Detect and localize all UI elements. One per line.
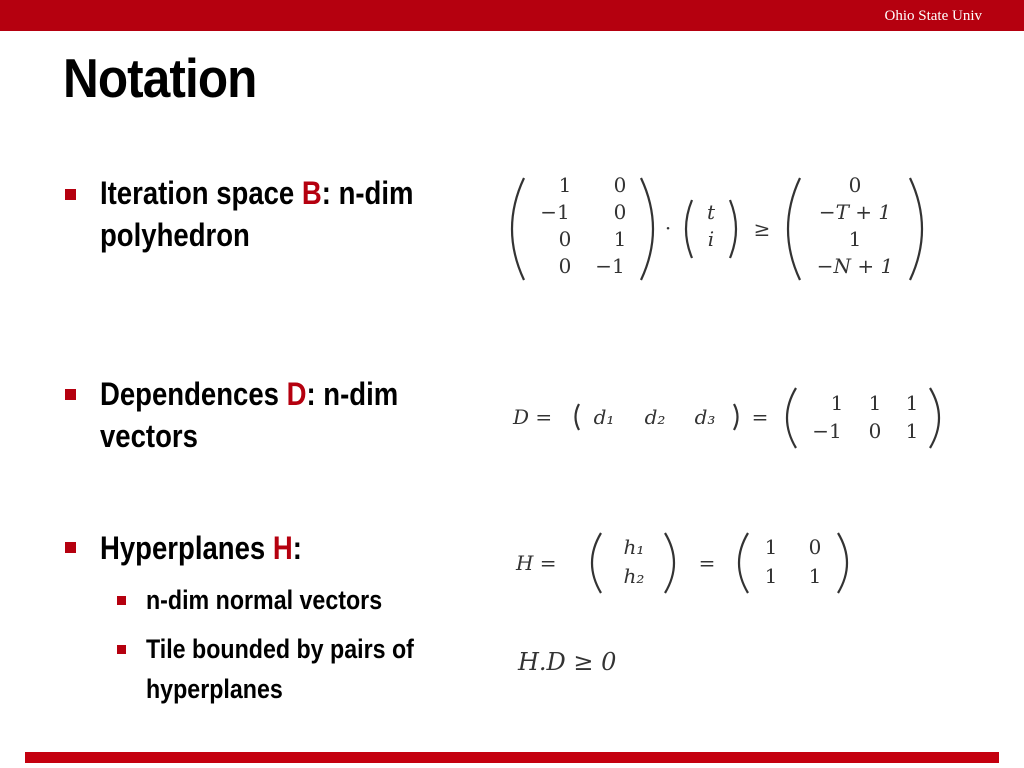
sub-bullet-line2: hyperplanes [146, 674, 283, 704]
right-paren [730, 200, 736, 258]
dot-operator: · [664, 216, 672, 240]
left-paren [686, 200, 692, 258]
rhs-cell: 1 [848, 227, 862, 251]
matrix-cell: −1 [540, 200, 570, 224]
bullet-line2: vectors [100, 418, 198, 454]
row-cell: d₁ [593, 405, 615, 429]
bullet-rest: : [292, 530, 302, 566]
matrix-cell: 1 [868, 391, 882, 415]
bullet-lead: Dependences [100, 376, 287, 412]
matrix-cell: 0 [613, 173, 627, 197]
bullet-symbol: D [286, 376, 307, 412]
right-paren [734, 404, 738, 430]
matrix-cell: 1 [558, 173, 572, 197]
dependences-equation [512, 388, 939, 448]
bullet-symbol: B [301, 175, 322, 211]
matrix-cell: 1 [613, 227, 627, 251]
equation-lhs: D = [513, 405, 553, 429]
matrix-cell: 1 [905, 391, 919, 415]
rhs-cell: −N + 1 [816, 254, 894, 278]
hyperplane-condition: H.D ≥ 0 [518, 648, 617, 676]
matrix-cell: 1 [764, 564, 778, 588]
right-paren [930, 388, 939, 448]
matrix-cell: 1 [830, 391, 844, 415]
left-paren [592, 533, 601, 593]
matrix-cell: 0 [558, 254, 572, 278]
matrix-cell: 0 [808, 535, 822, 559]
organization-label: Ohio State Univ [884, 8, 982, 24]
left-paren [787, 388, 796, 448]
vector-cell: i [707, 227, 715, 251]
matrix-cell: 1 [905, 419, 919, 443]
hyperplanes-equation [515, 533, 847, 593]
left-paren [576, 404, 580, 430]
bullet-rest: : n-dim [306, 376, 399, 412]
matrix-cell: 1 [808, 564, 822, 588]
equation-lhs: H = [516, 551, 557, 575]
bullet-rest: : n-dim [321, 175, 414, 211]
rhs-cell: 0 [848, 173, 862, 197]
vector-cell: h₂ [623, 564, 645, 588]
row-cell: d₂ [644, 405, 666, 429]
matrix-cell: 0 [868, 419, 882, 443]
matrix-cell: 0 [613, 200, 627, 224]
right-paren [665, 533, 674, 593]
right-paren [641, 178, 653, 280]
bullet-symbol: H [272, 530, 293, 566]
right-paren [838, 533, 847, 593]
left-paren [512, 178, 524, 280]
matrix-cell: 1 [764, 535, 778, 559]
iteration-space-equation [512, 173, 922, 280]
vector-cell: h₁ [623, 535, 645, 559]
sub-bullet-text: Tile bounded by pairs of [146, 634, 414, 664]
slide-title: Notation [63, 47, 257, 109]
vector-cell: t [706, 200, 716, 224]
matrix-cell: 0 [558, 227, 572, 251]
rhs-cell: −T + 1 [818, 200, 892, 224]
left-paren [788, 178, 800, 280]
equals-sign: = [751, 405, 769, 429]
matrix-cell: −1 [812, 419, 842, 443]
footer-bar [25, 752, 999, 763]
sub-bullet-text: n-dim normal vectors [146, 585, 383, 615]
matrix-cell: −1 [595, 254, 625, 278]
relation-symbol: ≥ [753, 217, 771, 241]
right-paren [910, 178, 922, 280]
bullet-lead: Iteration space [100, 175, 302, 211]
left-paren [739, 533, 748, 593]
equals-sign: = [698, 551, 716, 575]
bullet-line2: polyhedron [100, 217, 250, 253]
bullet-lead: Hyperplanes [100, 530, 273, 566]
row-cell: d₃ [694, 405, 716, 429]
